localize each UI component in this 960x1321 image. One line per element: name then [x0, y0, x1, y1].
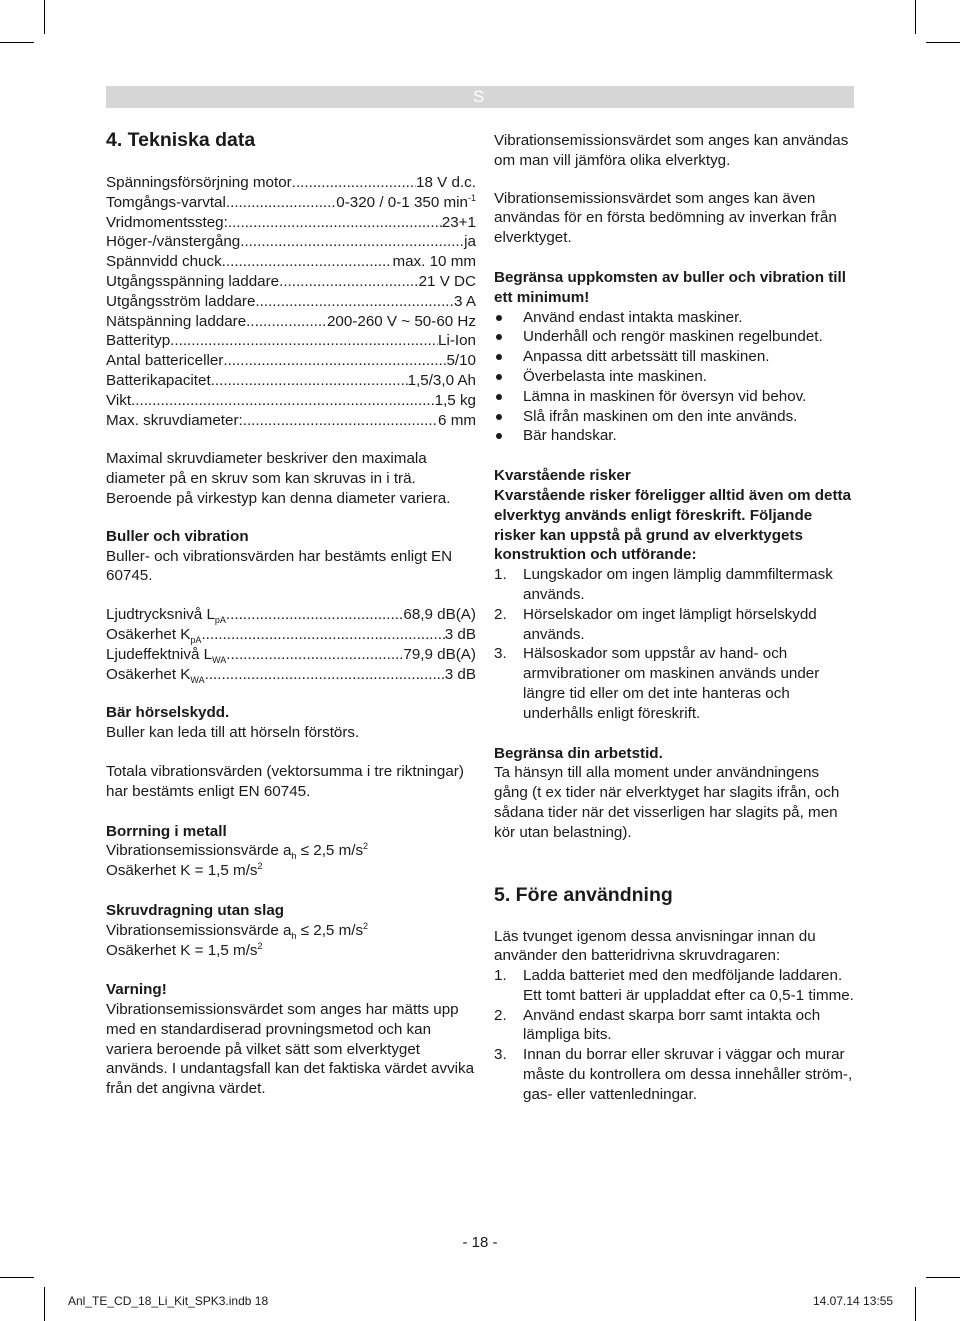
spec-row: Nätspänning laddare ..... 200-260 V ~ 50-60 Hz [106, 312, 476, 332]
limit-list [494, 308, 856, 447]
list-item: 3. Innan du borrar eller skruvar i väggar och murar måste du kontrollera om dessa innehåller ström-, gas- eller vattenledningar. [494, 1046, 853, 1103]
total-vibration-text: Totala vibrationsvärden (vektorsumma i tre riktningar) har bestämts enligt EN 60745. [106, 762, 464, 800]
vibration-assessment-text: Vibrationsemissionsvärdet som anges kan även användas för en första bedömning av inverkan från elverktyget. [494, 189, 837, 247]
spec-row: Höger-/vänstergång ..... ja [106, 232, 476, 252]
list-item: Anpassa ditt arbetssätt till maskinen. [494, 347, 856, 367]
hearing-text: Buller kan leda till att hörseln förstörs. [106, 724, 360, 742]
screwing-heading: Skruvdragning utan slag [106, 901, 285, 919]
spec-row: Batterityp ..... Li-Ion [106, 331, 476, 351]
worktime-text: Ta hänsyn till alla moment under användningens gång (t ex tider när elverktyget har slagits ifrån, och sådana tider när det visserligen har slagits på, men kör utan belastning). [494, 764, 840, 841]
page-number: - 18 - [462, 1234, 498, 1251]
screw-diameter-note: Maximal skruvdiameter beskriver den maximala diameter på en skruv som kan skruvas in i trä. Beroende på virkestyp kan denna diameter variera. [106, 450, 451, 507]
right-column [494, 131, 856, 1105]
noise-heading: Buller och vibration [106, 527, 249, 545]
spec-row: Spännvidd chuck ..... max. 10 mm [106, 252, 476, 272]
crop-mark [44, 1287, 45, 1321]
noise-spec-list [106, 605, 476, 684]
list-item: 2. Använd endast skarpa borr samt intakta och lämpliga bits. [494, 1006, 821, 1044]
crop-mark [44, 0, 45, 34]
preparation-steps [494, 966, 856, 1105]
spec-row: Utgångsspänning laddare ..... 21 V DC [106, 272, 476, 292]
spec-row: Utgångsström laddare ..... 3 A [106, 292, 476, 312]
drilling-uncertainty: Osäkerhet K = 1,5 $m/s^2$ [106, 861, 263, 880]
list-item: Överbelasta inte maskinen. [494, 367, 856, 387]
spec-row: Max. skruvdiameter: ..... 6 mm [106, 411, 476, 431]
warning-text: Vibrationsemissionsvärdet som anges har mätts upp med en standardiserad provningsmetod och kan variera beroende på vilket sätt som elverktyget används. I undantagsfall kan det faktiska värdet avvika från det angivna värdet. [106, 1001, 475, 1098]
noise-spec-row: Osäkerhet $K_{pA}$ ..... 3 dB [106, 625, 476, 645]
spec-list [106, 173, 476, 430]
residual-risks-heading: Kvarstående risker [494, 467, 631, 485]
residual-risks-list [494, 565, 856, 723]
list-item: 2. Hörselskador om inget lämpligt hörselskydd används. [494, 605, 817, 643]
spec-row: Vikt ..... 1,5 kg [106, 391, 476, 411]
spec-row: Antal battericeller ..... 5/10 [106, 351, 476, 371]
left-column [106, 128, 476, 1099]
noise-spec-row: Ljudtrycksnivå $L_{pA}$ ..... 68,9 dB(A) [106, 605, 476, 625]
drilling-value: Vibrationsemissionsvärde $a_h \le 2,5$ $m/s^2$ [106, 841, 369, 862]
noise-spec-row: Ljudeffektnivå $L_{WA}$ ..... 79,9 dB(A) [106, 645, 476, 665]
drilling-heading: Borrning i metall [106, 822, 227, 840]
list-item: Lämna in maskinen för översyn vid behov. [494, 387, 856, 407]
list-item: Underhåll och rengör maskinen regelbundet. [494, 327, 856, 347]
language-letter: S [473, 87, 485, 106]
screwing-uncertainty: Osäkerhet K = 1,5 $m/s^2$ [106, 940, 263, 959]
hearing-heading: Bär hörselskydd. [106, 704, 230, 722]
list-item: Slå ifrån maskinen om den inte används. [494, 407, 856, 427]
residual-risks-intro: Kvarstående risker föreligger alltid även om detta elverktyg används enligt föreskrift. Följande risker kan uppstå på grund av elverktygets konstruktion och utförande: [494, 486, 852, 564]
noise-text: Buller- och vibrationsvärden har bestämts enligt EN 60745. [106, 547, 453, 585]
warning-heading: Varning! [106, 981, 167, 999]
crop-mark [0, 1277, 34, 1278]
noise-spec-row: Osäkerhet $K_{WA}$ ..... 3 dB [106, 665, 476, 685]
footer-filename: Anl_TE_CD_18_Li_Kit_SPK3.indb 18 [68, 1294, 269, 1308]
crop-mark [926, 42, 960, 43]
list-item: 1. Lungskador om ingen lämplig dammfiltermask används. [494, 566, 833, 603]
crop-mark [915, 0, 916, 34]
section-4-heading: 4. Tekniska data [106, 129, 256, 151]
list-item: 3. Hälsoskador som uppstår av hand- och armvibrationer om maskinen används under längre tid eller om det inte hanteras och underhålls enligt föreskrift. [494, 645, 820, 722]
limit-heading: Begränsa uppkomsten av buller och vibration till ett minimum! [494, 268, 846, 306]
crop-mark [0, 42, 34, 43]
section-5-heading: 5. Före användning [494, 883, 673, 906]
screwing-value: Vibrationsemissionsvärde $a_h \le 2,5$ $m/s^2$ [106, 920, 369, 941]
crop-mark [915, 1287, 916, 1321]
spec-row: Batterikapacitet ..... 1,5/3,0 Ah [106, 371, 476, 391]
section-5-intro: Läs tvunget igenom dessa anvisningar innan du använder den batteridrivna skruvdragaren: [494, 927, 816, 965]
spec-row: Spänningsförsörjning motor ..... 18 V d.c. [106, 173, 476, 193]
list-item: Bär handskar. [494, 426, 856, 446]
spec-row: Vridmomentssteg: ..... 23+1 [106, 213, 476, 233]
footer-timestamp: 14.07.14 13:55 [813, 1294, 894, 1308]
list-item: Använd endast intakta maskiner. [494, 308, 856, 328]
vibration-compare-text: Vibrationsemissionsvärdet som anges kan användas om man vill jämföra olika elverktyg. [494, 132, 849, 169]
crop-mark [926, 1277, 960, 1278]
list-item: 1. Ladda batteriet med den medföljande laddaren. Ett tomt batteri är uppladdat efter ca 0,5-1 timme. [494, 967, 854, 1004]
spec-row: Tomgångs-varvtal ..... 0-320 / 0-1 350 $\min^{-1}$ [106, 193, 476, 213]
worktime-heading: Begränsa din arbetstid. [494, 744, 663, 762]
